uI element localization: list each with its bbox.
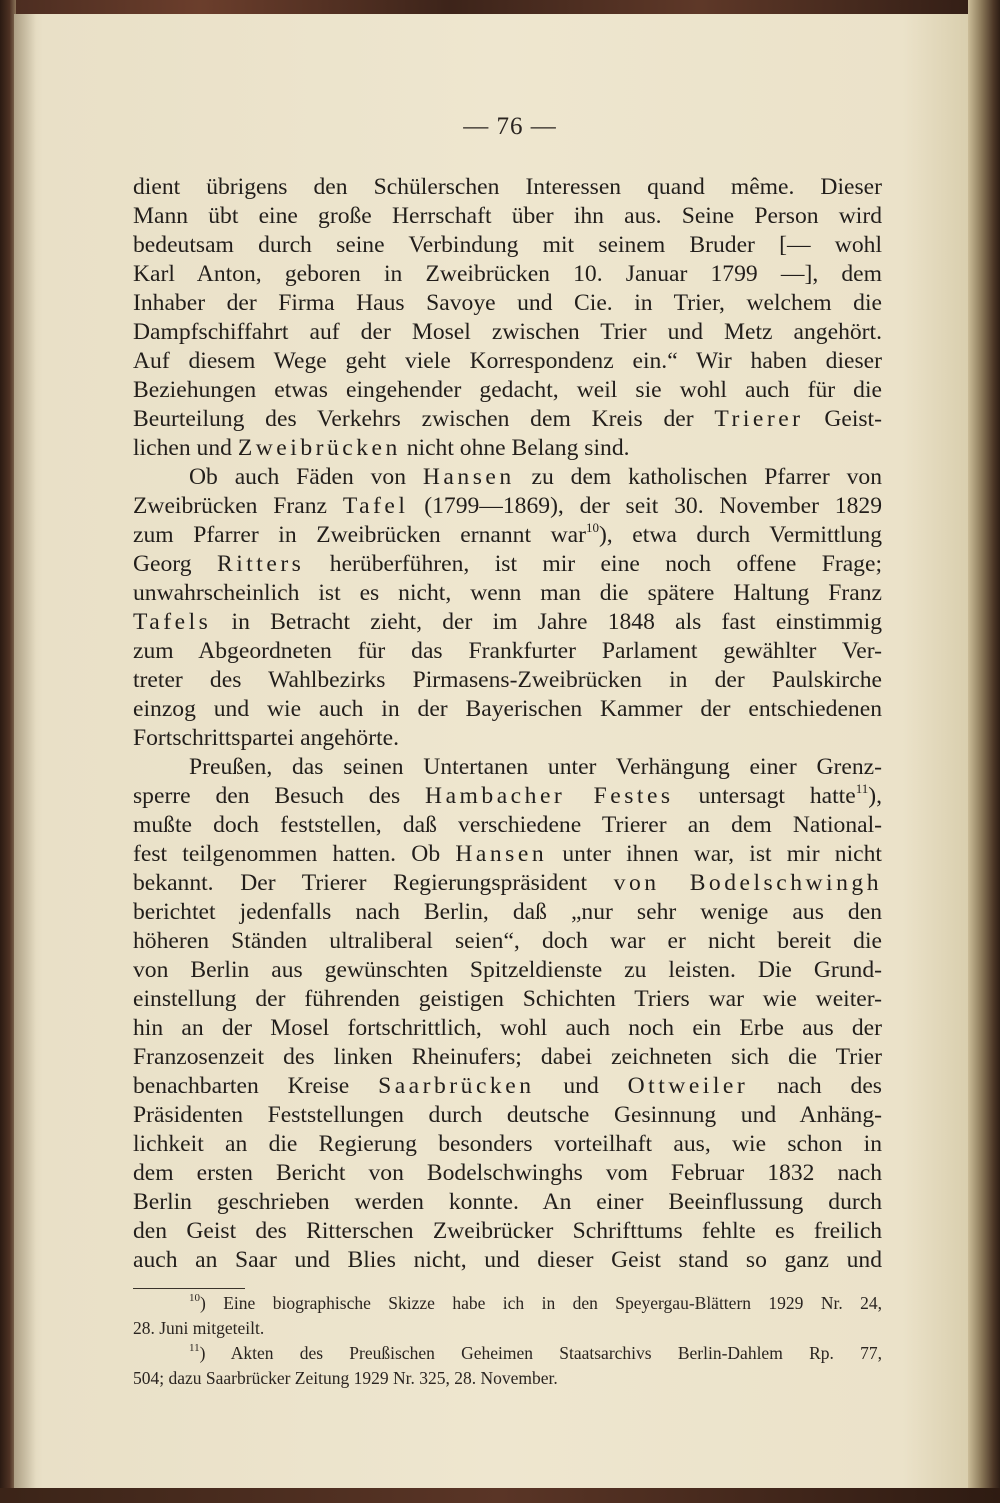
spaced-name: Saarbrücken: [378, 1073, 535, 1099]
text-line: Zweibrücken Franz Tafel (1799—1869), der seit 30. November 1829: [133, 493, 882, 519]
text-line: dient übrigens den Schülerschen Interessen quand même. Dieser: [133, 174, 882, 200]
text-line: Preußen, das seinen Untertanen unter Verhängung einer Grenz-: [189, 754, 882, 780]
footnote-11: $^{11}$) Akten des Preußischen Geheimen Staatsarchivs Berlin-Dahlem Rp. 77,: [189, 1342, 882, 1363]
text-line: Ob auch Fäden von Hansen zu dem katholischen Pfarrer von: [189, 464, 883, 490]
gutter-shadow: [14, 14, 36, 1490]
text-line: einzog und wie auch in der Bayerischen Kammer der entschiedenen: [133, 696, 882, 722]
text-line: höheren Ständen ultraliberal seien“, doch war er nicht bereit die: [133, 928, 882, 954]
footnotes: [133, 1291, 882, 1391]
text-line: Dampfschiffahrt auf der Mosel zwischen Trier und Metz angehört.: [133, 319, 882, 345]
text-line: fest teilgenommen hatten. Ob Hansen unter ihnen war, ist mir nicht: [133, 841, 882, 867]
book-bottom-edge: [0, 1488, 1000, 1503]
footnote-10: $^{10}$) Eine biographische Skizze habe ich in den Speyergau-Blättern 1929 Nr. 24,: [189, 1292, 882, 1313]
text-line: lichen und Zweibrücken nicht ohne Belang sind.: [133, 435, 630, 461]
paragraph: [133, 463, 882, 753]
text-line: treter des Wahlbezirks Pirmasens-Zweibrücken in der Paulskirche: [133, 667, 882, 693]
paragraph: [133, 173, 882, 463]
spaced-name: Hambacher Festes: [425, 783, 674, 809]
text-line: Tafels in Betracht zieht, der im Jahre 1848 als fast einstimmig: [133, 609, 882, 635]
text-line: bekannt. Der Trierer Regierungspräsident von Bodelschwingh: [133, 870, 882, 896]
text-line: berichtet jedenfalls nach Berlin, daß „nur sehr wenige aus den: [133, 899, 882, 925]
spaced-name: Hansen: [422, 464, 515, 490]
footnote-10-cont: 28. Juni mitgeteilt.: [133, 1318, 265, 1338]
text-line: mußte doch feststellen, daß verschiedene Trierer an dem National-: [133, 812, 882, 838]
text-line: auch an Saar und Blies nicht, und dieser Geist stand so ganz und: [133, 1247, 882, 1273]
spaced-name: Ottweiler: [627, 1073, 749, 1099]
text-line: Beurteilung des Verkehrs zwischen dem Kreis der Trierer Geist-: [133, 406, 882, 432]
paragraph: [133, 753, 882, 1275]
text-line: einstellung der führenden geistigen Schichten Triers war wie weiter-: [133, 986, 882, 1012]
text-line: Berlin geschrieben werden konnte. An einer Beeinflussung durch: [133, 1189, 882, 1215]
text-line: sperre den Besuch des Hambacher Festes untersagt hatte$^{11}$),: [133, 781, 882, 809]
spaced-name: Tafels: [133, 609, 212, 635]
footnote-divider: [133, 1288, 245, 1289]
page-right-edge: [968, 0, 1000, 1503]
text-line: hin an der Mosel fortschrittlich, wohl auch noch ein Erbe aus der: [133, 1015, 882, 1041]
text-line: Beziehungen etwas eingehender gedacht, weil sie wohl auch für die: [133, 377, 882, 403]
footnote-number: 10: [189, 1292, 200, 1304]
text-line: Georg Ritters herüberführen, ist mir eine noch offene Frage;: [133, 551, 882, 577]
text-line: Karl Anton, geboren in Zweibrücken 10. Januar 1799 —], dem: [133, 261, 882, 287]
text-line: von Berlin aus gewünschten Spitzeldienste zu leisten. Die Grund-: [133, 957, 882, 983]
spaced-name: Zweibrücken: [237, 435, 401, 461]
text-line: zum Abgeordneten für das Frankfurter Parlament gewählter Ver-: [133, 638, 882, 664]
text-line: Auf diesem Wege geht viele Korrespondenz ein.“ Wir haben dieser: [133, 348, 882, 374]
spaced-name: Hansen: [455, 841, 548, 867]
text-line: lichkeit an die Regierung besonders vorteilhaft aus, wie schon in: [133, 1131, 882, 1157]
text-line: bedeutsam durch seine Verbindung mit seinem Bruder [— wohl: [133, 232, 882, 258]
spaced-name: Ritters: [216, 551, 305, 577]
text-line: Inhaber der Firma Haus Savoye und Cie. in Trier, welchem die: [133, 290, 882, 316]
body-text: [133, 173, 882, 1275]
text-line: Präsidenten Feststellungen durch deutsche Gesinnung und Anhäng-: [133, 1102, 882, 1128]
text-line: Fortschrittspartei angehörte.: [133, 725, 400, 751]
text-line: den Geist des Ritterschen Zweibrücker Schrifttums fehlte es freilich: [133, 1218, 882, 1244]
footnote-number: 11: [189, 1342, 200, 1354]
text-line: dem ersten Bericht von Bodelschwinghs vom Februar 1832 nach: [133, 1160, 882, 1186]
text-line: Mann übt eine große Herrschaft über ihn aus. Seine Person wird: [133, 203, 882, 229]
text-line: unwahrscheinlich ist es nicht, wenn man die spätere Haltung Franz: [133, 580, 882, 606]
page-number: — 76 —: [463, 113, 557, 140]
spaced-name: Tafel: [342, 493, 409, 519]
spaced-name: von Bodelschwingh: [613, 870, 882, 896]
footnote-11-cont: 504; dazu Saarbrücker Zeitung 1929 Nr. 325, 28. November.: [133, 1368, 558, 1388]
footnote-ref: 11: [855, 781, 869, 796]
text-line: Franzosenzeit des linken Rheinufers; dabei zeichneten sich die Trier: [133, 1044, 882, 1070]
spaced-name: Trierer: [714, 406, 804, 432]
footnote-ref: 10: [585, 520, 599, 535]
text-line: zum Pfarrer in Zweibrücken ernannt war$^{10}$), etwa durch Vermittlung: [133, 520, 882, 548]
text-line: benachbarten Kreise Saarbrücken und Ottweiler nach des: [133, 1073, 882, 1099]
